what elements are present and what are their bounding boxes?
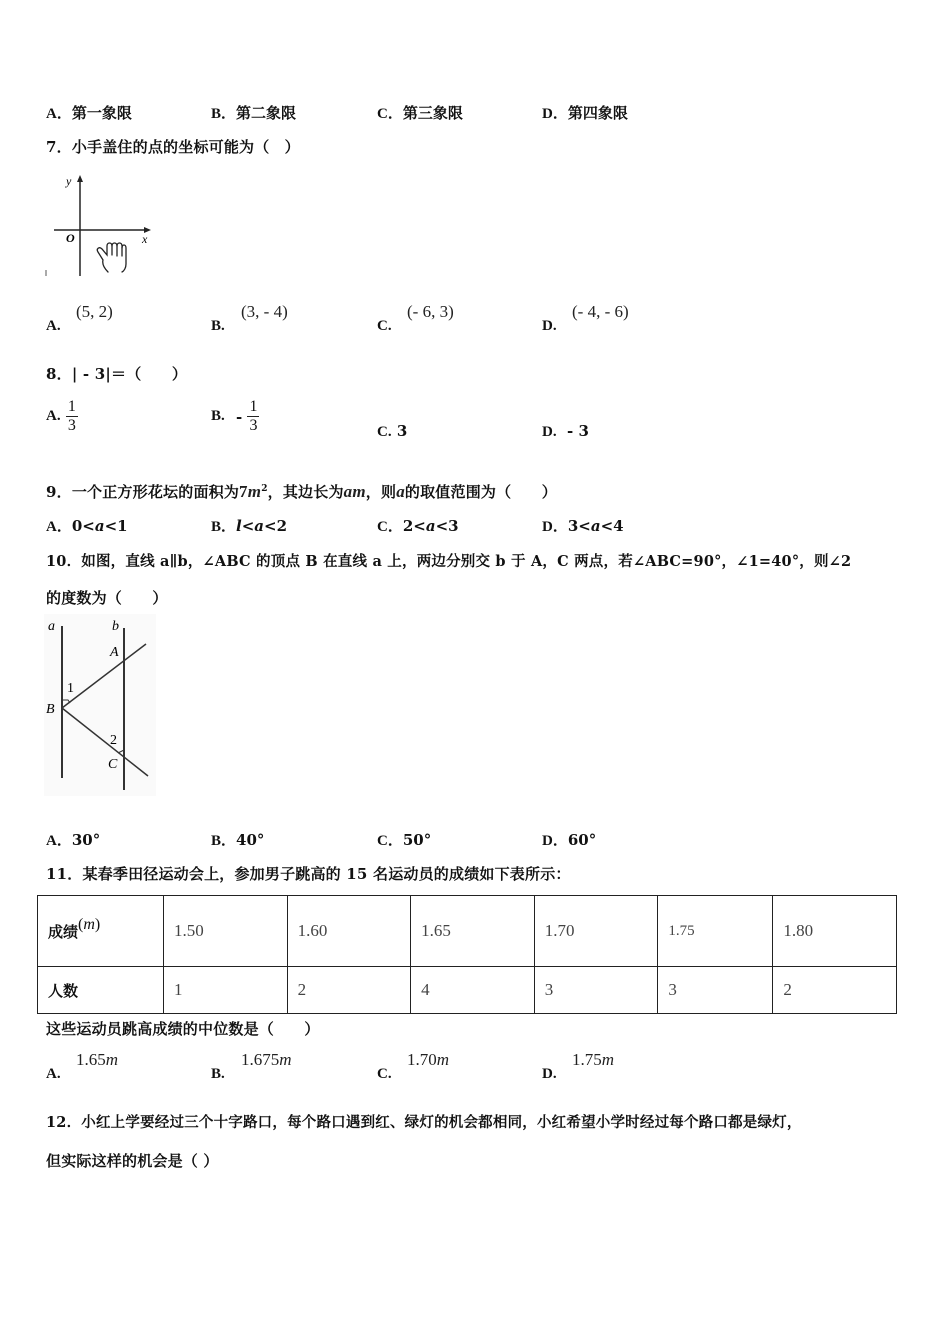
q12-stem-line1: 12．小红上学要经过三个十字路口，每个路口遇到红、绿灯的机会都相同，小红希望小学时经过每个路口都是绿灯， (46, 1114, 802, 1131)
angle-1-label: 1 (67, 681, 74, 696)
table-cell: 1 (164, 967, 288, 1014)
q11-option-c[interactable]: C. 1.70m (377, 1050, 450, 1082)
q9-options (46, 515, 746, 545)
table-cell: 3 (534, 967, 658, 1014)
q7-option-b[interactable]: B. (3, - 4) (211, 302, 288, 334)
table-cell: 1.70 (534, 896, 658, 967)
fraction: $\frac{1}{3}$ (249, 398, 258, 434)
q10-option-d[interactable]: D．60° (542, 831, 597, 849)
table-cell: 1.75 (658, 896, 773, 967)
q6-option-b[interactable]: B．第二象限 (211, 104, 297, 122)
q7-stem: 7．小手盖住的点的坐标可能为（ ） (46, 138, 300, 156)
q6-option-a[interactable]: A．第一象限 (46, 104, 132, 122)
q7-option-d[interactable]: D. (- 4, - 6) (542, 302, 629, 334)
table-cell: 4 (411, 967, 535, 1014)
point-b-label: B (46, 702, 55, 717)
table-row-scores (38, 896, 897, 967)
q12-stem-line2: 但实际这样的机会是（ ） (46, 1152, 219, 1170)
q6-option-c[interactable]: C．第三象限 (377, 104, 463, 122)
high-jump-score-table (37, 895, 897, 1014)
q9-option-a[interactable]: A．0<a<1 (46, 517, 128, 535)
q10-options (46, 829, 746, 859)
q6-options (46, 102, 746, 132)
q11-option-d[interactable]: D. 1.75m (542, 1050, 615, 1082)
q11-option-b[interactable]: B. 1.675m (211, 1050, 292, 1082)
table-cell: 2 (287, 967, 411, 1014)
table-cell: 1.80 (773, 896, 897, 967)
point-a-label: A (110, 645, 119, 660)
q11-options (46, 1050, 746, 1094)
table-cell: 3 (658, 967, 773, 1014)
line-a-label: a (48, 619, 55, 634)
table-cell: 2 (773, 967, 897, 1014)
x-axis-label: x (142, 232, 148, 246)
q11-question: 这些运动员跳高成绩的中位数是（ ） (46, 1020, 320, 1038)
angle-2-label: 2 (110, 733, 117, 748)
q10-stem-line1: 10．如图，直线 a∥b，∠ABC 的顶点 B 在直线 a 上，两边分别交 b 于 A，C 两点，若∠ABC=90°，∠1=40°，则∠2 (46, 553, 852, 570)
point-c-label: C (108, 757, 118, 772)
q8-option-d[interactable]: D. - 3 (542, 422, 589, 440)
q10-stem-line2: 的度数为（ ） (46, 589, 168, 607)
table-row-counts (38, 967, 897, 1014)
q9-stem: 9．一个正方形花坛的面积为$7m^2$，其边长为am，则a的取值范围为（ ） (46, 482, 557, 501)
q10-parallel-lines-figure (44, 614, 156, 796)
table-cell: 1.65 (411, 896, 535, 967)
q11-stem: 11．某春季田径运动会上，参加男子跳高的 15 名运动员的成绩如下表所示： (46, 865, 571, 883)
q10-option-b[interactable]: B．40° (211, 831, 265, 849)
q11-option-a[interactable]: A. 1.65m (46, 1050, 119, 1082)
table-header-count: 人数 (38, 967, 164, 1014)
q8-options (46, 398, 746, 444)
q9-option-c[interactable]: C．2<a<3 (377, 517, 459, 535)
q7-option-c[interactable]: C. (- 6, 3) (377, 302, 454, 334)
q9-option-b[interactable]: B．l<a<2 (211, 517, 288, 535)
hand-icon (97, 243, 126, 272)
line-b-label: b (112, 619, 119, 634)
table-cell: 1.60 (287, 896, 411, 967)
q8-option-a[interactable]: A. $\frac{1}{3}$ (46, 398, 76, 434)
origin-label: O (66, 231, 75, 245)
q10-option-a[interactable]: A．30° (46, 831, 101, 849)
q6-option-d[interactable]: D．第四象限 (542, 104, 628, 122)
q7-options (46, 302, 746, 346)
q9-option-d[interactable]: D．3<a<4 (542, 517, 624, 535)
fraction: $\frac{1}{3}$ (67, 398, 76, 434)
q10-option-c[interactable]: C．50° (377, 831, 432, 849)
table-cell: 1.50 (164, 896, 288, 967)
q8-option-b[interactable]: B. - $\frac{1}{3}$ (211, 398, 258, 434)
q7-coordinate-figure (44, 172, 154, 280)
y-axis-label: y (66, 174, 72, 188)
q8-option-c[interactable]: C. 3 (377, 422, 408, 440)
table-header-score: 成绩(m) (38, 896, 164, 967)
q8-stem: 8．| - 3|＝（ ） (46, 365, 188, 383)
q7-option-a[interactable]: A. (5, 2) (46, 302, 113, 334)
